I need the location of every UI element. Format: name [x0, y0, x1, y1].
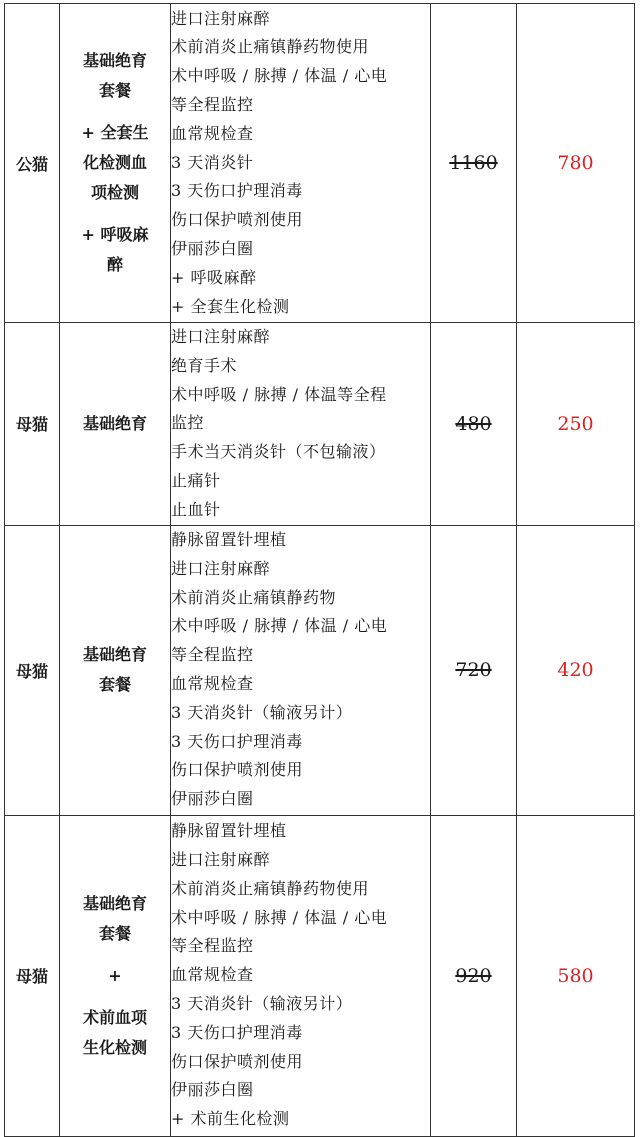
package-name-line: 生化检测: [82, 1037, 147, 1057]
package-name-line: + 全套生: [81, 123, 149, 142]
package-name-line: 套餐: [98, 923, 131, 943]
cat-type-label: 母猫: [15, 967, 48, 987]
service-items-cell: [171, 815, 431, 1136]
package-name-line: 基础绝育: [82, 413, 147, 433]
service-item: 进口注射麻醉: [171, 849, 271, 869]
cat-type-cell: [5, 815, 60, 1136]
sale-price-cell: [517, 815, 635, 1136]
service-item: 3 天伤口护理消毒: [171, 181, 303, 201]
service-item: 等全程监控: [171, 95, 254, 114]
table-row: [5, 4, 635, 323]
cat-type-label: 母猫: [15, 415, 48, 435]
service-item: 3 天伤口护理消毒: [171, 731, 303, 751]
service-item: 绝育手术: [171, 355, 238, 375]
package-name-line: 项检测: [90, 183, 139, 202]
original-price-cell: [431, 525, 517, 815]
service-item: 术前消炎止痛镇静药物使用: [171, 37, 370, 57]
service-item: 进口注射麻醉: [171, 558, 271, 578]
service-item: + 呼吸麻醉: [171, 267, 257, 287]
package-cell: [60, 525, 171, 815]
package-name-line: 化检测血: [82, 153, 147, 172]
service-item: 术中呼吸 / 脉搏 / 体温 / 心电: [171, 616, 388, 636]
sale-price-cell: [517, 4, 635, 323]
package-name-line: 基础绝育: [82, 645, 147, 665]
service-item: + 术前生化检测: [171, 1109, 290, 1129]
service-item: 伊丽莎白圈: [171, 238, 254, 258]
sale-price-cell: [517, 525, 635, 815]
service-item: 3 天消炎针: [171, 152, 254, 172]
cat-type-cell: [5, 525, 60, 815]
service-item: 血常规检查: [171, 123, 254, 143]
cat-type-cell: [5, 323, 60, 526]
service-item: 血常规检查: [171, 674, 254, 694]
service-item: 手术当天消炎针（不包输液）: [171, 442, 386, 462]
package-cell: [60, 323, 171, 526]
table-row: [5, 815, 635, 1136]
package-name-line: +: [108, 965, 122, 985]
service-item: 伊丽莎白圈: [171, 1080, 254, 1100]
cat-type-label: 公猫: [15, 154, 48, 174]
original-price-cell: [431, 815, 517, 1136]
sale-price: 780: [557, 152, 594, 174]
original-price-cell: [431, 4, 517, 323]
service-item: 止血针: [171, 499, 221, 519]
package-name-line: 套餐: [98, 81, 131, 100]
original-price: 920: [455, 964, 492, 987]
service-items-cell: [171, 4, 431, 323]
service-item: 进口注射麻醉: [171, 8, 271, 28]
service-item: 监控: [171, 413, 205, 433]
package-name-line: 套餐: [98, 675, 131, 695]
service-item: 术中呼吸 / 脉搏 / 体温 / 心电: [171, 907, 388, 927]
cat-type-cell: [5, 4, 60, 323]
service-item: 术前消炎止痛镇静药物: [171, 587, 337, 607]
original-price: 1160: [449, 152, 498, 174]
package-name-line: + 呼吸麻: [81, 225, 149, 244]
service-item: 静脉留置针埋植: [171, 530, 287, 550]
service-items-cell: [171, 323, 431, 526]
sale-price-cell: [517, 323, 635, 526]
service-item: 伤口保护喷剂使用: [171, 1051, 304, 1071]
cat-type-label: 母猫: [15, 661, 48, 681]
service-item: 血常规检查: [171, 965, 254, 985]
sale-price: 580: [557, 964, 594, 987]
service-item: 术前消炎止痛镇静药物使用: [171, 878, 370, 898]
sale-price: 420: [557, 659, 594, 682]
package-cell: [60, 4, 171, 323]
original-price: 720: [455, 659, 492, 682]
package-name-line: 醉: [106, 255, 123, 274]
sale-price: 250: [557, 412, 594, 435]
service-item: 术中呼吸 / 脉搏 / 体温等全程: [171, 384, 387, 404]
table-row: [5, 525, 635, 815]
package-name-line: 术前血项: [82, 1007, 147, 1027]
table-row: [5, 323, 635, 526]
original-price: 480: [455, 412, 492, 435]
package-cell: [60, 815, 171, 1136]
service-item: + 全套生化检测: [171, 296, 290, 316]
service-item: 静脉留置针埋植: [171, 821, 287, 841]
service-item: 3 天消炎针（输液另计）: [171, 702, 353, 722]
service-item: 3 天消炎针（输液另计）: [171, 993, 353, 1013]
service-item: 等全程监控: [171, 645, 254, 665]
package-name-line: 基础绝育: [82, 51, 147, 70]
original-price-cell: [431, 323, 517, 526]
service-item: 伤口保护喷剂使用: [171, 760, 304, 780]
service-item: 等全程监控: [171, 936, 254, 956]
service-item: 止痛针: [171, 470, 221, 490]
price-table: [4, 3, 635, 1137]
service-item: 伤口保护喷剂使用: [171, 210, 304, 230]
service-item: 伊丽莎白圈: [171, 789, 254, 809]
service-item: 术中呼吸 / 脉搏 / 体温 / 心电: [171, 66, 388, 86]
service-item: 3 天伤口护理消毒: [171, 1022, 303, 1042]
service-item: 进口注射麻醉: [171, 327, 271, 346]
package-name-line: 基础绝育: [82, 893, 147, 913]
table-body: [5, 4, 635, 1137]
service-items-cell: [171, 525, 431, 815]
